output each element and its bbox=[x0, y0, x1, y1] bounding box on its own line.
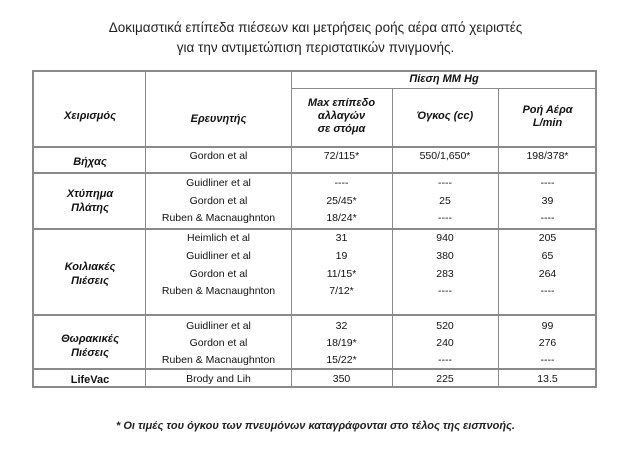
researcher-cell: Ruben & Macnaughnton bbox=[161, 354, 276, 366]
flow-cell: ---- bbox=[540, 354, 555, 366]
volume-cell: ---- bbox=[438, 212, 452, 224]
group-name-back-blows bbox=[34, 187, 146, 215]
volume-cell: ---- bbox=[438, 354, 452, 366]
flow-cell: 205 bbox=[538, 232, 557, 244]
max-cell: 19 bbox=[335, 250, 348, 262]
group-name-line: Πιέσεις bbox=[71, 275, 109, 287]
researcher-cell: Guidliner et al bbox=[186, 320, 251, 332]
max-cell: 11/15* bbox=[326, 268, 357, 280]
max-cell: 18/19* bbox=[326, 337, 357, 349]
flow-cell: ---- bbox=[540, 285, 555, 297]
flow-cell: 65 bbox=[541, 250, 554, 262]
header-researcher: Ερευνητής bbox=[190, 113, 247, 125]
max-cell: 72/115* bbox=[323, 150, 360, 162]
volume-cell: 940 bbox=[436, 232, 454, 244]
header-max-level bbox=[291, 97, 392, 136]
table-border-top bbox=[32, 70, 597, 72]
title-line-2: για την αντιμετώπιση περιστατικών πνιγμονής. bbox=[176, 40, 455, 55]
researcher-cell: Ruben & Macnaughnton bbox=[161, 285, 276, 297]
max-cell: 32 bbox=[335, 320, 348, 332]
flow-cell: 276 bbox=[538, 337, 557, 349]
max-cell: 15/22* bbox=[326, 354, 357, 366]
volume-cell: 225 bbox=[436, 373, 454, 385]
researcher-cell: Heimlich et al bbox=[186, 232, 251, 244]
group-name-line: Πλάτης bbox=[71, 202, 109, 214]
group-name-abdominal-thrusts bbox=[34, 260, 146, 288]
flow-cell: 264 bbox=[538, 268, 557, 280]
researcher-cell: Gordon et al bbox=[189, 150, 248, 162]
researcher-cell: Gordon et al bbox=[189, 268, 248, 280]
volume-cell: 240 bbox=[436, 337, 454, 349]
flow-cell: 99 bbox=[541, 320, 554, 332]
row-divider bbox=[32, 368, 597, 370]
volume-cell: 380 bbox=[436, 250, 454, 262]
researcher-cell: Gordon et al bbox=[189, 195, 248, 207]
row-divider bbox=[32, 146, 597, 148]
researcher-cell: Guidliner et al bbox=[186, 250, 251, 262]
row-divider bbox=[32, 314, 597, 316]
title-line-1: Δοκιμαστικά επίπεδα πιέσεων και μετρήσεις ροής αέρα από χειριστές bbox=[108, 20, 523, 35]
max-cell: 25/45* bbox=[326, 195, 357, 207]
flow-cell: 13.5 bbox=[537, 373, 558, 385]
group-name-line: Θωρακικές bbox=[61, 333, 119, 345]
flow-cell: ---- bbox=[540, 177, 555, 189]
researcher-cell: Guidliner et al bbox=[186, 177, 251, 189]
flow-cell: 39 bbox=[541, 195, 554, 207]
max-cell: 7/12* bbox=[329, 285, 354, 297]
researcher-cell: Brody and Lih bbox=[186, 373, 251, 385]
row-divider bbox=[32, 172, 597, 174]
volume-cell: 283 bbox=[436, 268, 454, 280]
header-max-line: αλλαγών bbox=[317, 110, 366, 122]
row-divider bbox=[291, 88, 597, 89]
header-flow-line: L/min bbox=[532, 117, 563, 129]
volume-cell: 25 bbox=[439, 195, 451, 207]
group-name-line: Χτύπημα bbox=[66, 188, 114, 200]
header-flow-line: Ροή Αέρα bbox=[522, 104, 573, 116]
header-handling: Χειρισμός bbox=[64, 110, 116, 122]
group-name-chest-thrusts bbox=[34, 332, 146, 360]
volume-cell: ---- bbox=[438, 285, 452, 297]
header-volume: Όγκος (cc) bbox=[416, 110, 474, 122]
group-name-line: Πιέσεις bbox=[71, 347, 109, 359]
header-pressure-group: Πίεση ΜΜ Hg bbox=[409, 73, 479, 85]
header-airflow bbox=[498, 104, 597, 130]
researcher-cell: Ruben & Macnaughnton bbox=[161, 212, 276, 224]
flow-cell: 198/378* bbox=[526, 150, 569, 162]
footnote: * Οι τιμές του όγκου των πνευμόνων καταγράφονται στο τέλος της εισπνοής. bbox=[116, 420, 515, 432]
volume-cell: 550/1,650* bbox=[419, 150, 471, 162]
group-name-line: Κοιλιακές bbox=[64, 261, 116, 273]
group-name-cough: Βήχας bbox=[73, 156, 107, 168]
volume-cell: 520 bbox=[436, 320, 454, 332]
header-max-line: Max επίπεδο bbox=[307, 97, 376, 109]
max-cell: 350 bbox=[332, 373, 351, 385]
header-max-line: σε στόμα bbox=[317, 123, 366, 135]
max-cell: ---- bbox=[334, 177, 349, 189]
researcher-cell: Gordon et al bbox=[189, 337, 248, 349]
row-divider bbox=[32, 228, 597, 230]
group-name-lifevac: LifeVac bbox=[70, 374, 110, 386]
volume-cell: ---- bbox=[438, 177, 452, 189]
max-cell: 18/24* bbox=[326, 212, 357, 224]
max-cell: 31 bbox=[335, 232, 348, 244]
flow-cell: ---- bbox=[540, 212, 555, 224]
